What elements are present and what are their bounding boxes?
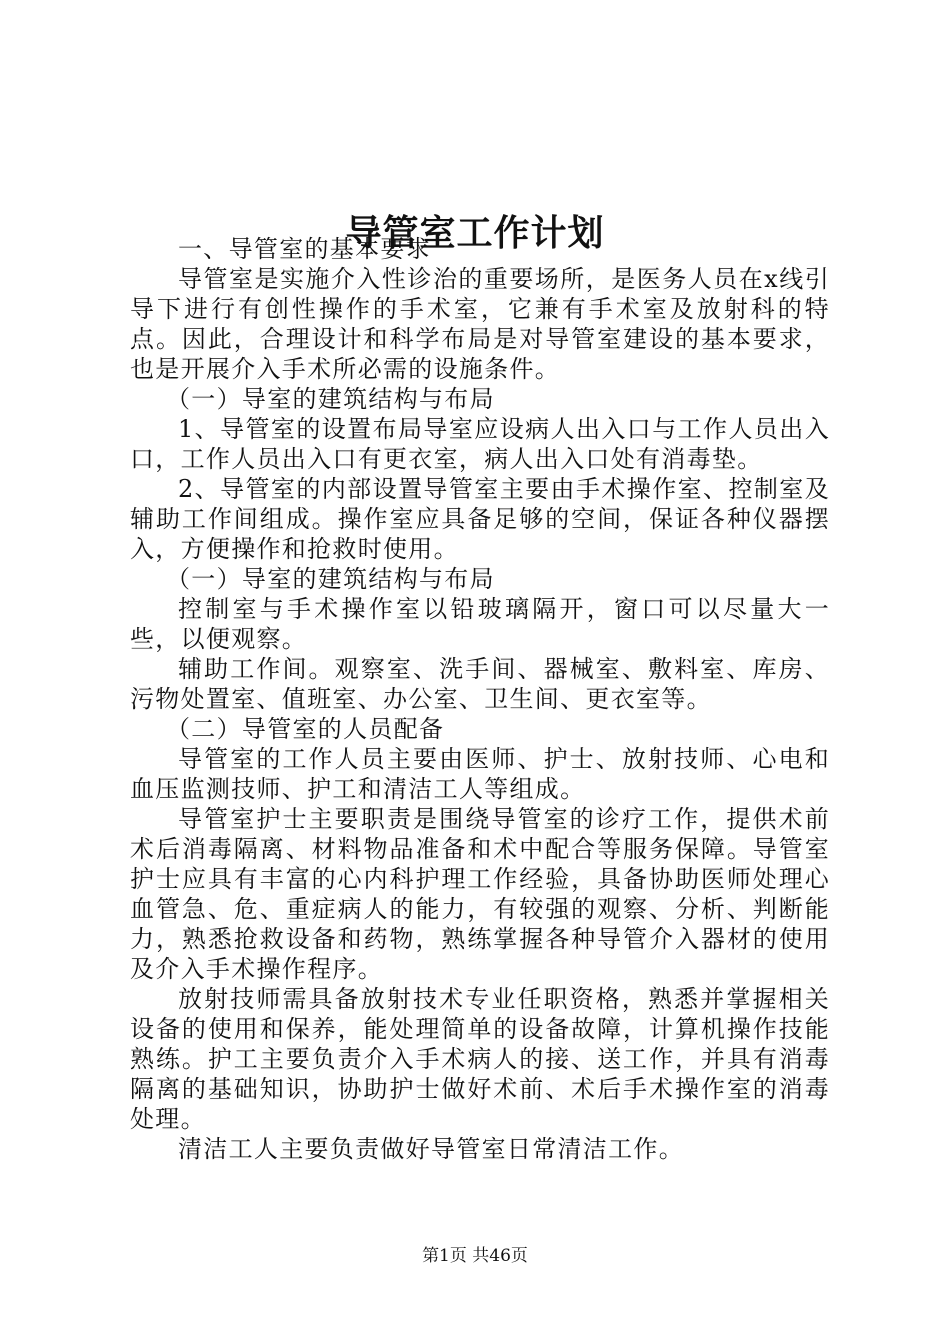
- paragraph: 2、导管室的内部设置导管室主要由手术操作室、控制室及辅助工作间组成。操作室应具备足够的空间，保证各种仪器摆入，方便操作和抢救时使用。: [130, 475, 830, 563]
- paragraph: 辅助工作间。观察室、洗手间、器械室、敷料室、库房、污物处置室、值班室、办公室、卫生间、更衣室等。: [130, 655, 830, 713]
- page-footer: 第1页 共46页: [422, 1246, 528, 1266]
- paragraph: 导管室是实施介入性诊治的重要场所，是医务人员在x线引导下进行有创性操作的手术室，它兼有手术室及放射科的特点。因此，合理设计和科学布局是对导管室建设的基本要求，也是开展介入手术所必需的设施条件。: [130, 265, 830, 383]
- paragraph: 1、导管室的设置布局导室应设病人出入口与工作人员出入口，工作人员出入口有更衣室，病人出入口处有消毒垫。: [130, 415, 830, 473]
- section-heading: 一、导管室的基本要求: [178, 235, 431, 263]
- subsection-heading: （一）导室的建筑结构与布局: [166, 385, 495, 413]
- subsection-heading: （一）导室的建筑结构与布局: [166, 565, 495, 593]
- paragraph: 控制室与手术操作室以铅玻璃隔开，窗口可以尽量大一些，以便观察。: [130, 595, 830, 653]
- paragraph: 导管室护士主要职责是围绕导管室的诊疗工作，提供术前术后消毒隔离、材料物品准备和术中配合等服务保障。导管室护士应具有丰富的心内科护理工作经验，具备协助医师处理心血管急、危、重症病人的能力，有较强的观察、分析、判断能力，熟悉抢救设备和药物，熟练掌握各种导管介入器材的使用及介入手术操作程序。: [130, 805, 830, 983]
- document-title: 导管室工作计划: [345, 213, 605, 255]
- paragraph: 导管室的工作人员主要由医师、护士、放射技师、心电和血压监测技师、护工和清洁工人等组成。: [130, 745, 830, 803]
- subsection-heading: （二）导管室的人员配备: [166, 715, 445, 743]
- paragraph: 放射技师需具备放射技术专业任职资格，熟悉并掌握相关设备的使用和保养，能处理简单的设备故障，计算机操作技能熟练。护工主要负责介入手术病人的接、送工作，并具有消毒隔离的基础知识，协助护士做好术前、术后手术操作室的消毒处理。: [130, 985, 830, 1133]
- document-body: [130, 234, 830, 1164]
- paragraph: 清洁工人主要负责做好导管室日常清洁工作。: [178, 1135, 684, 1163]
